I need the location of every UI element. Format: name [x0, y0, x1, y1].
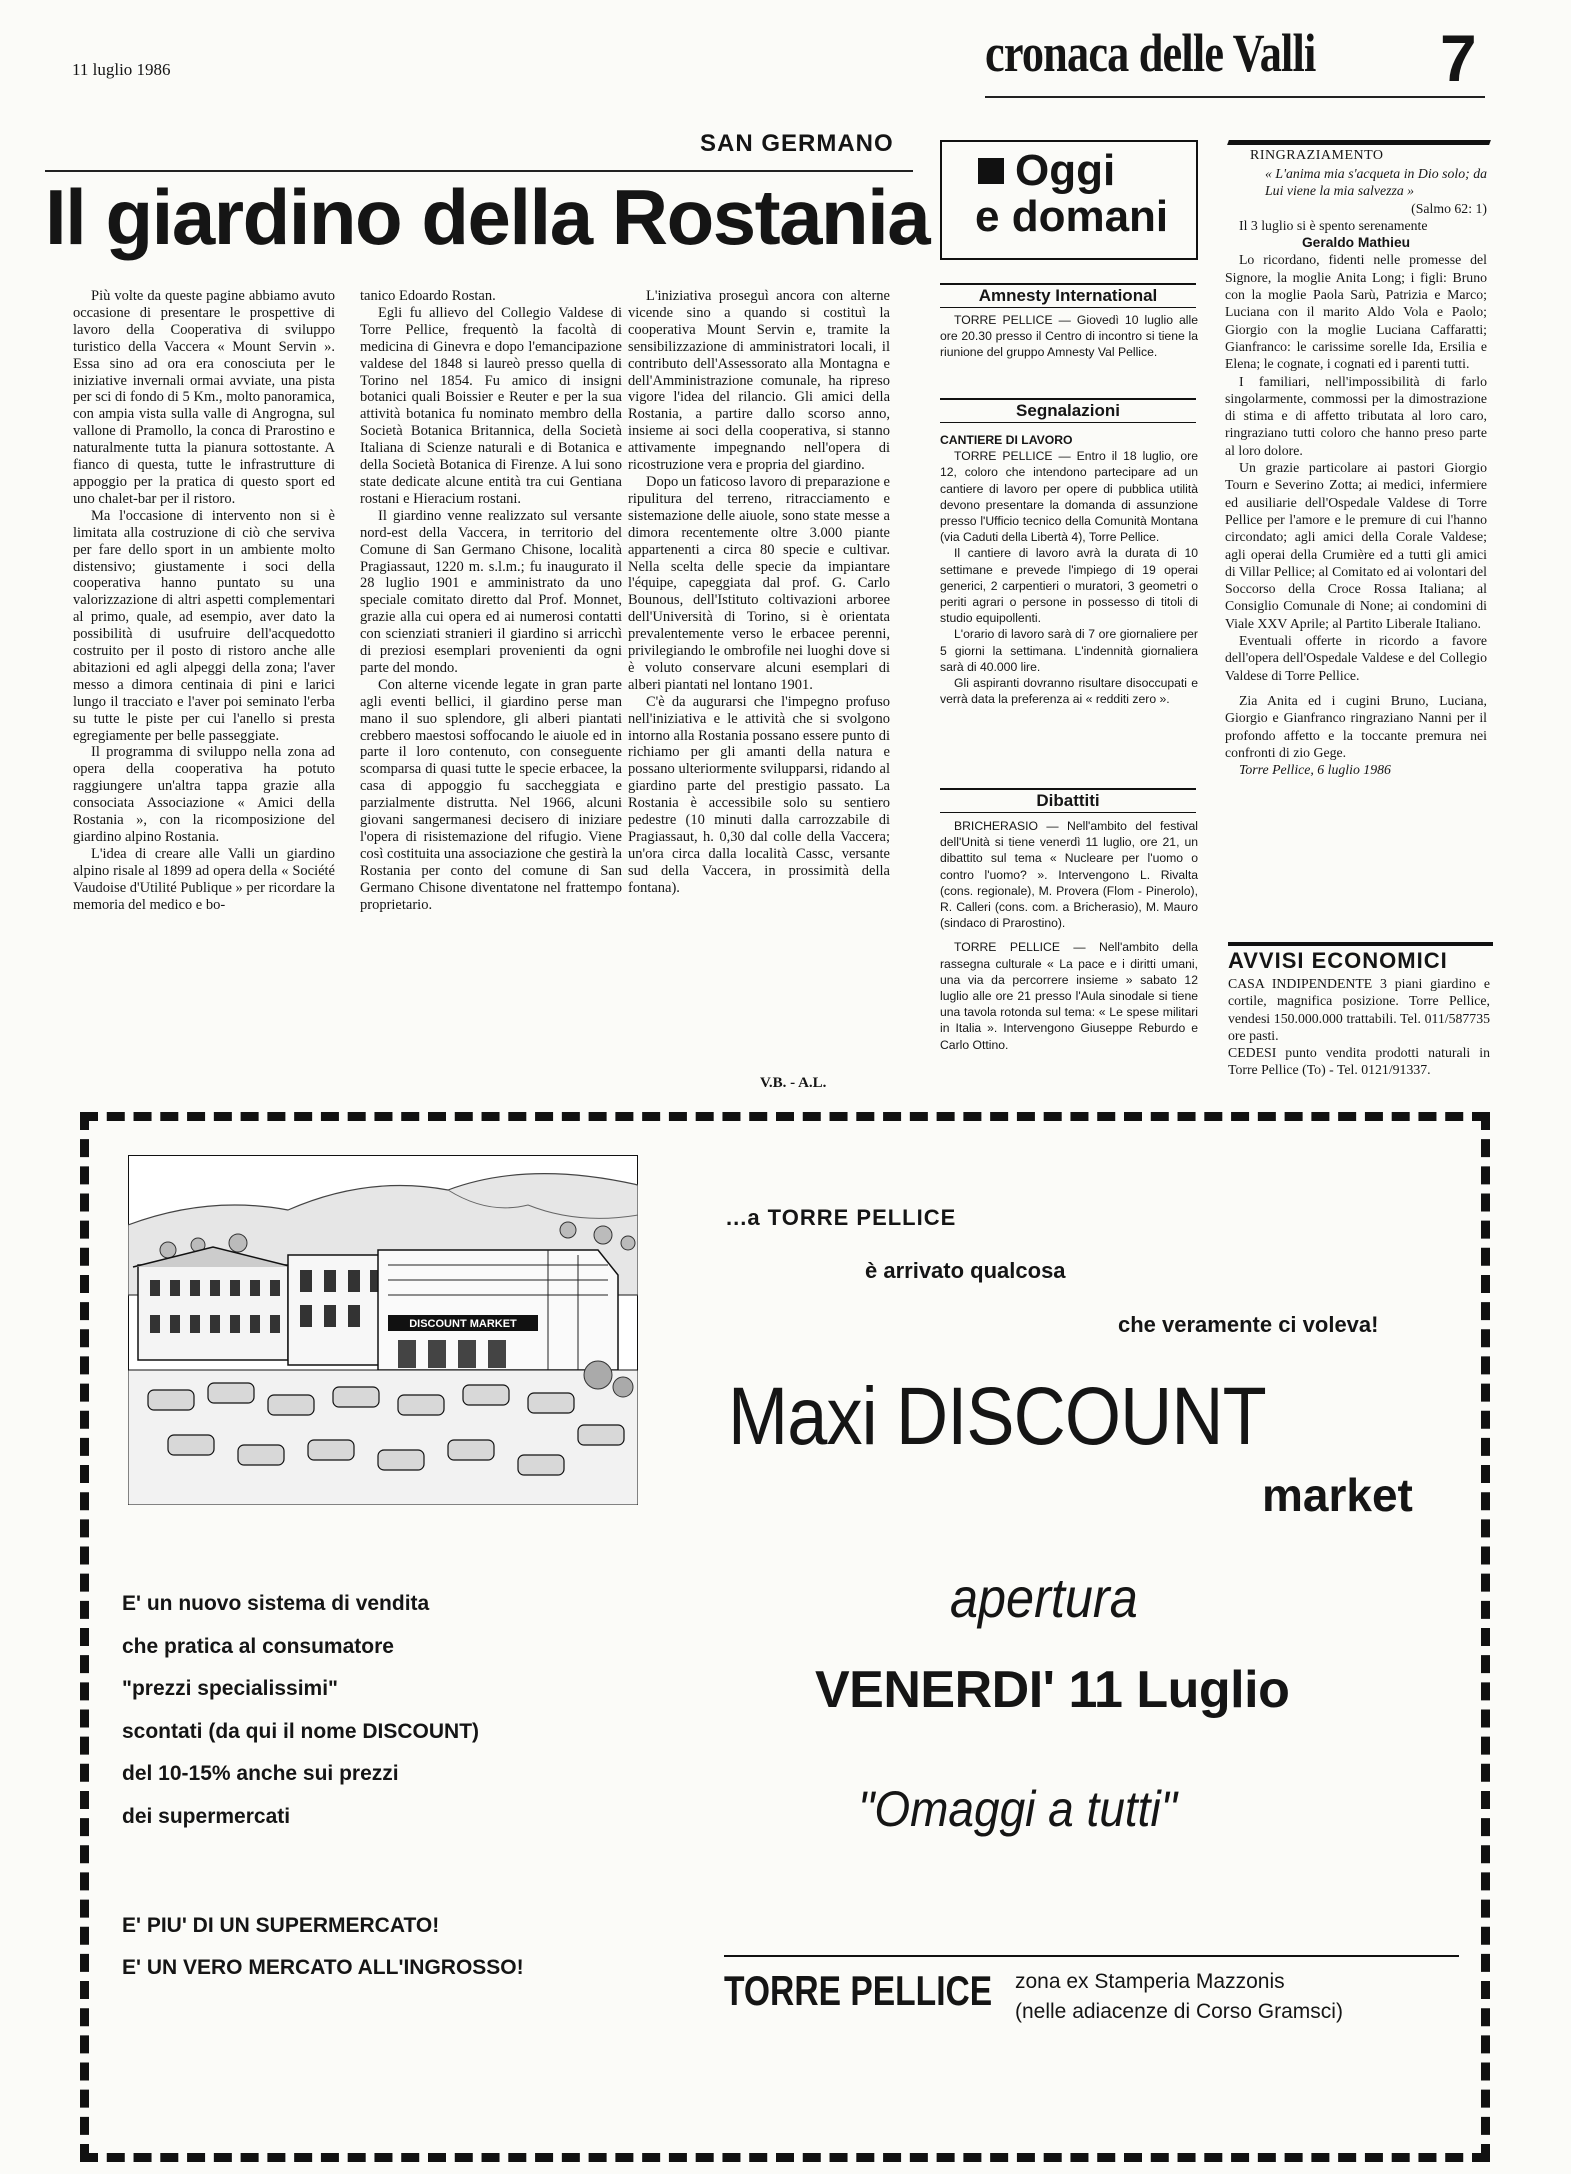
cantiere-text: Gli aspiranti dovranno risultare disoccupati e verrà data la preferenza ai « redditi zero ». [940, 676, 1198, 707]
article-paragraph: Ma l'occasione di intervento non si è limitata alla costruzione di ciò che serviva per fare dello sport in un ambiente molto distensivo; giustamente i soci della cooperativa hanno puntato su una valorizzazione di altri aspetti complementari al primo, quale, ad esempio, aver dato la possibilità di usufruire dell'acquedotto costruito per il posto di ristoro anche alle abitazioni ed agli alpeggi della zona; l'aver messo a dimora centinaia di pini e larici lungo il tracciato e l'aver poi seminato l'erba su tutte le piste per cui l'anello si presta egregiamente per belle passeggiate. [73, 507, 335, 744]
ad-teaser-line-3: che veramente ci voleva! [1118, 1312, 1379, 1337]
article-paragraph: Con alterne vicende legate in gran parte agli eventi bellici, il giardino perse man mano il suo splendore, gli alberi piantati crebbero maestosi soffocando le aiuole ed in parte il loro contenuto, con conseguente scomparsa di quasi tutte le specie erbacee, la casa di appoggio fu saccheggiata e parzialmente distrutta. Nel 1966, alcuni giovani sangermanesi decisero di iniziare l'opera di risistemazione del rifugio. Viene così costituita una associazione che gestirà la Rostania per conto del comune di San Germano Chisone diventatone nel frattempo proprietario. [360, 676, 622, 913]
article-column-3 [628, 288, 890, 897]
article-paragraph: Dopo un faticoso lavoro di preparazione e ripulitura del terreno, ritracciamento e sistemazione delle aiuole, sono state messe a dimora recentemente oltre 3.000 piante appartenenti a circa 80 specie e cultivar. Nella scelta delle specie da impiantare l'équipe, capeggiata dal prof. G. Carlo Bounous, dell'Istituto coltivazioni arboree dell'Università di Torino, si è orientata prevalentemente verso le erbacee perenni, privilegiando le ombrofile nei luoghi dove si è voluto conservare alcuni esemplari di alberi piantati nel lontano 1901. [628, 473, 890, 693]
ad-description-line: "prezzi specialissimi" [122, 1677, 339, 1700]
issue-date: 11 luglio 1986 [72, 60, 171, 79]
ringraziamento-place-date: Torre Pellice, 6 luglio 1986 [1239, 762, 1391, 778]
article-paragraph: Il programma di sviluppo nella zona ad opera della cooperativa ha potuto raggiungere un'altra tappa grazie alla consociata Associazione « Amici della Rostania », con la ricomposizione del giardino alpino Rostania. [73, 744, 335, 845]
ringraziamento-intro: Il 3 luglio si è spento serenamente [1239, 217, 1428, 233]
article-paragraph: C'è da augurarsi che l'impegno profuso nell'iniziativa e le attività che si svolgono intorno alla Rostania possano essere punto di richiamo per gli amanti della natura e possano ulteriormente svilupparsi, ridando al giardino parte del prestigio passato. La Rostania è accessibile solo su sentiero pedestre (10 minuti dalla carrozzabile di Pragiassaut, h. 0,30 dal colle della Vaccera; un'ora circa dalla località Cassc, versante sud della Vaccera, in prossimità della fontana). [628, 693, 890, 896]
psalm-reference: (Salmo 62: 1) [1411, 200, 1487, 216]
store-illustration [128, 1155, 638, 1505]
amnesty-notice [940, 312, 1198, 361]
article-headline: Il giardino della Rostania [45, 173, 930, 261]
ad-brand-name: Maxi DISCOUNT [728, 1371, 1266, 1462]
article-column-1 [73, 288, 335, 914]
cantiere-text: L'orario di lavoro sarà di 7 ore giornaliere per 5 giorni la settimana. L'indennità giornaliera sarà di 40.000 lire. [940, 627, 1198, 674]
amnesty-text: TORRE PELLICE — Giovedì 10 luglio alle ore 20.30 presso il Centro di incontro si tiene la riunione del gruppo Amnesty Val Pellice. [940, 313, 1198, 360]
ad-opening-date: VENERDI' 11 Luglio [815, 1661, 1290, 1719]
ringraziamento-paragraph: Lo ricordano, fidenti nelle promesse del Signore, la moglie Anita Long; i figli: Bruno con la moglie Paola Sarù, Patrizia e Marco; Luciana con il marito Aldo Vola e Paolo; Giorgio con la moglie Luciana Caffaratti; Gianfranco: le carissime sorelle Ida, Ersilia e Elena; le cognate, i cognati ed i parenti tutti. [1225, 252, 1487, 372]
oggi-title-line1: Oggi [1015, 146, 1116, 195]
avvisi-title: AVVISI ECONOMICI [1228, 942, 1493, 974]
cantiere-label: CANTIERE DI LAVORO [940, 433, 1073, 447]
ad-teaser-line-1: ...a TORRE PELLICE [726, 1205, 957, 1230]
store-sign: DISCOUNT MARKET [409, 1318, 517, 1330]
ad-opening-label: apertura [950, 1566, 1138, 1629]
article-paragraph: Più volte da queste pagine abbiamo avuto occasione di presentare le prospettive di lavoro della Cooperativa di sviluppo turistico della Vaccera « Mount Servin ». Essa sino ad ora era conosciuta per le iniziative invernali ormai avviate, una pista per sci di fondo di 5 Km., molto panoramica, con ampia vista sulla valle di Angrogna, sul vallone di Pramollo, la conca di Prarostino e naturalmente tutta la pianura sottostante. A fianco di questa, tutte le infrastrutture di appoggio per la pratica di questo sport ed uno chalet-bar per il ristoro. [73, 288, 335, 507]
newspaper-title: cronaca delle Valli [985, 23, 1316, 83]
ad-description-line: E' un nuovo sistema di vendita [122, 1592, 430, 1615]
segnalazioni-heading: Segnalazioni [940, 398, 1196, 423]
ringraziamento-paragraph: Zia Anita ed i cugini Bruno, Luciana, Giorgio e Gianfranco ringraziano Nanni per il profondo affetto e la toccante premura nei confronti di zio Gege. [1225, 692, 1487, 760]
ad-address-rule [724, 1955, 1459, 1957]
ad-address [1015, 1967, 1343, 2027]
avvisi-list [1228, 975, 1490, 1079]
cantiere-notice [940, 432, 1198, 707]
ad-address-line-2: (nelle adiacenze di Corso Gramsci) [1015, 2000, 1343, 2023]
oggi-title-line2: e domani [975, 192, 1169, 241]
masthead-rule [985, 96, 1485, 98]
avviso-item: CASA INDIPENDENTE 3 piani giardino e cortile, magnifica posizione. Torre Pellice, vendesi 150.000.000 trattabili. Tel. 011/587735 ore pasti. [1228, 976, 1490, 1043]
dibattiti-heading: Dibattiti [940, 788, 1196, 813]
article-paragraph: L'idea di creare alle Valli un giardino alpino risale al 1899 ad opera della « Société Vaudoise d'Utilité Publique » per ricordare la memoria del medico e bo- [73, 845, 335, 913]
article-paragraph: Il giardino venne realizzato sul versante nord-est della Vaccera, in territorio del Comune di San Germano Chisone, località Pragiassaut, 1220 m. s.l.m.; fu inaugurato il 28 luglio 1901 e amministrato da uno speciale comitato diretto dal Prof. Monnet, grazie alla cui opera ed ai numerosi contatti con scienziati stranieri il giardino si arricchì di preziosi esemplari provenienti da ogni parte del mondo. [360, 507, 622, 676]
ringraziamento-paragraph: Eventuali offerte in ricordo a favore dell'opera dell'Ospedale Valdese e del Collegio Valdese di Torre Pellice. [1225, 633, 1487, 683]
cantiere-text: TORRE PELLICE — Entro il 18 luglio, ore 12, coloro che intendono partecipare ad un cantiere di lavoro per opere di pubblica utilità devono presentare la domanda di assunzione presso l'Ufficio tecnico della Comunità Montana (via Caduti della Libertà 4), Torre Pellice. [940, 449, 1198, 545]
ad-slogan-2: E' UN VERO MERCATO ALL'INGROSSO! [122, 1956, 524, 1979]
article-column-2 [360, 288, 622, 914]
dibattiti-notice [940, 818, 1198, 1053]
article-kicker: SAN GERMANO [700, 130, 894, 157]
article-signature: V.B. - A.L. [760, 1075, 827, 1091]
ringraziamento-notice [1225, 165, 1487, 778]
avviso-item: CEDESI punto vendita prodotti naturali in Torre Pellice (To) - Tel. 0121/91337. [1228, 1045, 1490, 1078]
ad-brand-subtitle: market [1262, 1469, 1413, 1521]
ad-address-line-1: zona ex Stamperia Mazzonis [1015, 1970, 1285, 1993]
ad-slogan-1: E' PIU' DI UN SUPERMERCATO! [122, 1914, 440, 1937]
ad-gifts-line: "Omaggi a tutti" [858, 1781, 1178, 1837]
cantiere-text: Il cantiere di lavoro avrà la durata di 10 settimane e prevede l'impiego di 19 operai generici, 2 carpentieri o muratori, 3 geometri o periti agrari o persone in possesso di titoli di studio equipollenti. [940, 546, 1198, 626]
ringraziamento-title: RINGRAZIAMENTO [1250, 148, 1384, 163]
amnesty-heading: Amnesty International [940, 283, 1196, 308]
dibattiti-text: TORRE PELLICE — Nell'ambito della rassegna culturale « La pace e i diritti umani, una via da percorrere insieme » sabato 12 luglio alle ore 21 presso l'Aula sinodale si tiene una tavola rotonda sul tema: « Le spese militari in Italia ». Intervengono Giuseppe Reburdo e Carlo Ottino. [940, 940, 1198, 1052]
ad-town: TORRE PELLICE [724, 1967, 993, 2014]
article-paragraph: L'iniziativa proseguì ancora con alterne vicende sino a quando si costituì la cooperativa Mount Servin e, tramite la sensibilizzazione di amministratori locali, il contributo dell'Assessorato alla Montagna e dell'Amministrazione comunale, ha ripreso vigore l'idea del rilancio. Gli amici della Rostania, a partire dallo scorso anno, insieme ai soci della cooperativa, si stanno attivamente impegnando nell'opera di ricostruzione vera e propria del giardino. [628, 288, 890, 474]
ad-slogans [122, 1905, 524, 1989]
ad-description-line: del 10-15% anche sui prezzi [122, 1762, 399, 1785]
deceased-name: Geraldo Mathieu [1301, 235, 1411, 251]
ad-description-line: dei supermercati [122, 1804, 291, 1828]
oggi-domani-title [975, 148, 1168, 240]
psalm-quote: « L'anima mia s'acqueta in Dio solo; da Lui viene la mia salvezza » [1265, 166, 1487, 199]
article-paragraph: Egli fu allievo del Collegio Valdese di Torre Pellice, frequentò la facoltà di medicina di Ginevra e dopo l'emancipazione valdese del 1848 si laureò presso quella di Torino nel 1854. Fu amico di insigni botanici quali Boissier e Reuter e per la sua attività botanica fu nominato membro della Società Botanica Britannica, della Società Italiana di Scienze naturali e di Botanica e della Società Botanica di Firenze. A lui sono state dedicate alcune entità tra cui Gentiana rostani e Hieracium rostani. [360, 304, 622, 507]
page-number: 7 [1440, 21, 1477, 95]
ad-description-line: scontati (da qui il nome DISCOUNT) [122, 1719, 480, 1743]
ringraziamento-paragraph: I familiari, nell'impossibilità di farlo singolarmente, commossi per la dimostrazione di stima e di affetto tributata al loro caro, ringraziano tutti coloro che hanno preso parte al loro dolore. [1225, 373, 1487, 458]
ringraziamento-rule [1227, 140, 1491, 145]
ad-description-line: che pratica al consumatore [122, 1634, 394, 1658]
ringraziamento-paragraph: Un grazie particolare ai pastori Giorgio Tourn e Severino Zotta; ai medici, infermiere ed ausiliarie dell'Ospedale Valdese di Torre Pellice per l'amore e le premure di cui l'hanno circondato; agli amici della Corale Valdese; agli operai della Crumière ed a tutti gli amici di Villar Pellice; al Comitato ed ai volontari del Soccorso della Croce Rossa Italiana; al Consiglio Comunale di None; ai condomini di Viale XXV Aprile; al Partito Liberale Italiano. [1225, 460, 1487, 631]
ad-teaser-line-2: è arrivato qualcosa [865, 1258, 1066, 1283]
article-paragraph: tanico Edoardo Rostan. [360, 288, 496, 304]
dibattiti-text: BRICHERASIO — Nell'ambito del festival dell'Unità si tiene venerdì 11 luglio, ore 21, un dibattito sul tema « Nucleare per l'uomo o contro l'uomo? ». Intervengono L. Rivalta (cons. regionale), M. Provera (Flom - Pinerolo), R. Calleri (cons. com. a Bricherasio), M. Mauro (sindaco di Prarostino). [940, 819, 1198, 931]
ad-description [122, 1583, 479, 1838]
